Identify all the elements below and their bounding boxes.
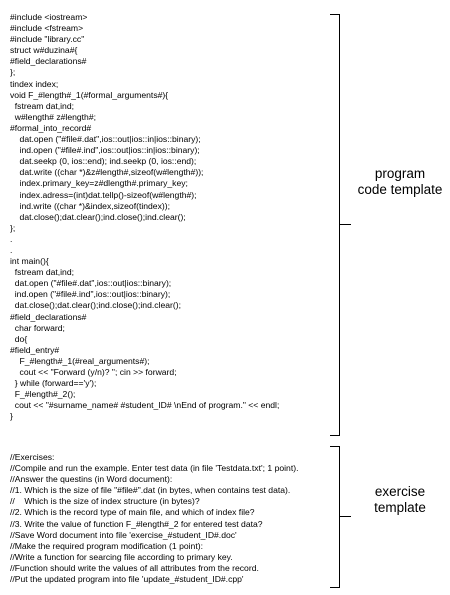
code-line: do{: [10, 333, 28, 344]
program-label-line1: program: [374, 166, 426, 181]
code-line: fstream dat,ind;: [10, 267, 75, 278]
program-code-bracket-tick: [339, 224, 351, 225]
exercise-line: //1. Which is the size of file "#file#".dat (in bytes, when contains test data).: [10, 485, 291, 496]
exercise-line: //Make the required program modification (1 point):: [10, 540, 203, 551]
exercise-bracket: [330, 446, 340, 588]
code-line: ind.write ((char *)&index,sizeof(tindex));: [10, 200, 170, 211]
code-line: dat.open ("#file#.dat",ios::out|ios::binary);: [10, 278, 172, 289]
exercise-line: // Which is the size of index structure (in bytes)?: [10, 496, 200, 507]
code-line: tindex index;: [10, 78, 59, 89]
exercise-line: //2. Which is the record type of main file, and which of index file?: [10, 507, 255, 518]
exercise-line: //Compile and run the example. Enter test data (in file 'Testdata.txt'; 1 point).: [10, 463, 299, 474]
code-line: #field_declarations#: [10, 311, 87, 322]
code-line: #field_entry#: [10, 344, 60, 355]
code-line: void F_#length#_1(#formal_arguments#){: [10, 89, 169, 100]
exercise-line: //3. Write the value of function F_#length#_2 for entered test data?: [10, 518, 263, 529]
code-line: };: [10, 67, 16, 78]
code-line: #field_declarations#: [10, 56, 87, 67]
code-line: int main(){: [10, 256, 49, 267]
code-line: dat.open ("#file#.dat",ios::out|ios::in|ios::binary);: [10, 134, 201, 145]
code-line: index.primary_key=z#dlength#.primary_key;: [10, 178, 188, 189]
exercise-block: [10, 452, 340, 585]
code-line: char forward;: [10, 322, 65, 333]
code-line: ind.open ("#file#.ind",ios::out|ios::in|ios::binary);: [10, 145, 200, 156]
code-line: .: [10, 244, 13, 255]
code-line: #formal_into_record#: [10, 122, 92, 133]
program-code-bracket: [330, 14, 340, 436]
exercise-line: //Exercises:: [10, 452, 55, 462]
program-code-label: [352, 166, 448, 198]
exercise-label-line2: template: [374, 500, 426, 515]
code-line: ind.open ("#file#.ind",ios::out|ios::binary);: [10, 289, 171, 300]
exercise-line: //Function should write the values of all attributes from the record.: [10, 562, 259, 573]
code-line: w#length# z#length#;: [10, 111, 97, 122]
code-line: };: [10, 222, 16, 233]
code-line: #include <iostream>: [10, 12, 88, 22]
program-code-block: [10, 12, 330, 422]
program-label-line2: code template: [357, 182, 443, 197]
exercise-label: [352, 484, 448, 516]
code-line: cout << "#surname_name# #student_ID# \nEnd of program." << endl;: [10, 400, 280, 411]
exercise-line: //Save Word document into file 'exercise_#student_ID#.doc': [10, 529, 237, 540]
code-line: #include "library.cc": [10, 34, 85, 45]
code-line: }: [10, 411, 13, 422]
code-line: } while (forward=='y');: [10, 378, 97, 389]
code-line: cout << "Forward (y/n)? "; cin >> forward;: [10, 367, 177, 377]
code-line: F_#length#_2();: [10, 389, 76, 400]
exercise-bracket-tick: [339, 516, 351, 517]
code-line: dat.close();dat.clear();ind.close();ind.clear();: [10, 211, 186, 222]
code-line: index.adress=(int)dat.tellp()-sizeof(w#length#);: [10, 189, 197, 200]
code-line: F_#length#_1(#real_arguments#);: [10, 355, 150, 366]
code-line: dat.close();dat.clear();ind.close();ind.clear();: [10, 300, 181, 311]
code-line: struct w#duzina#{: [10, 45, 78, 56]
code-line: #include <fstream>: [10, 23, 84, 34]
exercise-line: //Write a function for searcing file according to primary key.: [10, 551, 233, 562]
code-line: dat.write ((char *)&z#length#,sizeof(w#length#));: [10, 167, 204, 178]
exercise-label-line1: exercise: [374, 484, 426, 499]
code-line: dat.seekp (0, ios::end); ind.seekp (0, ios::end);: [10, 156, 197, 167]
exercise-line: //Put the updated program into file 'update_#student_ID#.cpp': [10, 574, 244, 585]
code-line: fstream dat,ind;: [10, 100, 75, 111]
code-line: .: [10, 233, 13, 244]
exercise-line: //Answer the questins (in Word document):: [10, 474, 173, 485]
